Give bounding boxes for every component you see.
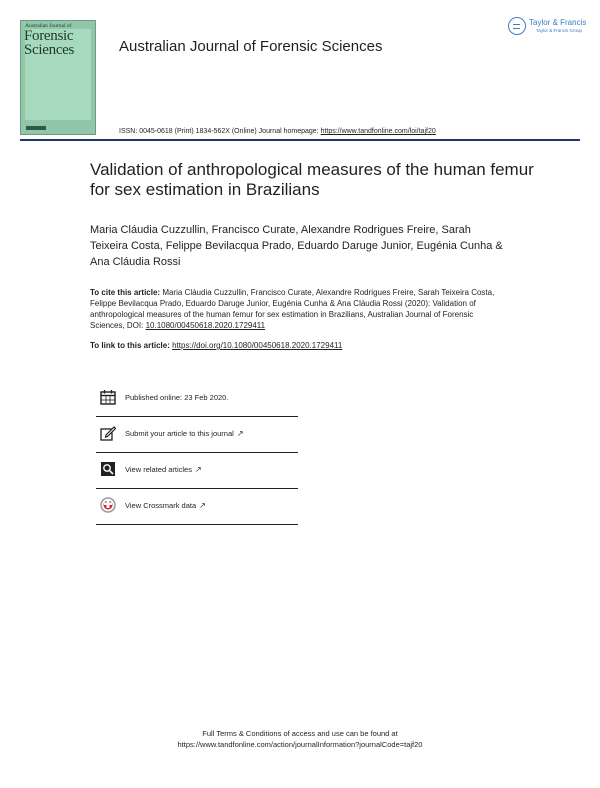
external-link-icon: ↗ <box>199 501 206 510</box>
journal-name: Australian Journal of Forensic Sciences <box>119 38 383 55</box>
article-link-label: To link to this article: <box>90 341 173 350</box>
published-online-row <box>96 380 298 417</box>
citation-text: Maria Cláudia Cuzzullin, Francisco Curate, Alexandre Rodrigues Freire, Sarah Teixeira Costa, Felippe Bevilacqua Prado, Eduardo Daruge Junior, Eugénia Cunha & Ana Cláudia Rossi (2020): Validation of anthropological measures of the human femur for sex estimation in Brazilians, Australian Journal of Forensic Sciences, DOI: <box>90 288 495 330</box>
crossmark-label: View Crossmark data <box>125 501 197 510</box>
external-link-icon: ↗ <box>236 429 244 438</box>
article-title: Validation of anthropological measures of the human femur for sex estimation in Brazilians <box>90 160 534 199</box>
cover-big-title <box>24 29 74 57</box>
submit-article-link[interactable] <box>125 429 244 438</box>
issn-line <box>119 128 436 135</box>
doi-link[interactable]: 10.1080/00450618.2020.1729411 <box>145 321 266 330</box>
related-articles-label: View related articles <box>125 465 192 474</box>
external-link-icon: ↗ <box>194 465 202 474</box>
edit-icon <box>100 425 116 441</box>
article-authors: Maria Cláudia Cuzzullin, Francisco Curate, Alexandre Rodrigues Freire, Sarah Teixeira Costa, Felippe Bevilacqua Prado, Eduardo Daruge Junior, Eugénia Cunha & Ana Cláudia Rossi <box>90 224 503 268</box>
citation-block <box>90 287 508 331</box>
journal-homepage-link[interactable]: https://www.tandfonline.com/loi/tajf20 <box>320 128 436 135</box>
publisher-logo-icon <box>508 17 526 35</box>
related-search-icon <box>100 461 116 477</box>
header-divider <box>20 139 580 141</box>
related-articles-row[interactable] <box>96 452 298 489</box>
cover-title-line-1: Forensic <box>24 28 74 44</box>
crossmark-icon <box>100 497 116 513</box>
cover-title-line-2: Sciences <box>24 42 75 58</box>
footer-terms-text: Full Terms & Conditions of access and use can be found at <box>202 729 398 738</box>
footer <box>0 728 600 750</box>
crossmark-row[interactable] <box>96 488 298 525</box>
footer-terms-link[interactable]: https://www.tandfonline.com/action/journalInformation?journalCode=tajf20 <box>177 740 423 749</box>
cover-publisher-mark <box>26 126 46 130</box>
publisher-logo-subtext: Taylor & Francis Group <box>536 28 583 33</box>
journal-cover-image <box>20 20 96 135</box>
article-url-link[interactable]: https://doi.org/10.1080/00450618.2020.1729411 <box>172 341 343 350</box>
cover-small-title: Australian Journal of <box>25 23 72 29</box>
publisher-logo[interactable] <box>508 16 586 38</box>
issn-text: ISSN: 0045-0618 (Print) 1834-562X (Online) Journal homepage: <box>119 128 321 135</box>
crossmark-link[interactable] <box>125 501 206 510</box>
published-online-label: Published online: 23 Feb 2020. <box>125 393 229 402</box>
citation-label: To cite this article: <box>90 288 163 297</box>
submit-article-row[interactable] <box>96 416 298 453</box>
publisher-logo-text: Taylor & Francis <box>529 18 587 27</box>
submit-article-label: Submit your article to this journal <box>125 429 234 438</box>
calendar-icon <box>100 389 116 405</box>
article-link-line <box>90 341 342 350</box>
related-articles-link[interactable] <box>125 465 202 474</box>
